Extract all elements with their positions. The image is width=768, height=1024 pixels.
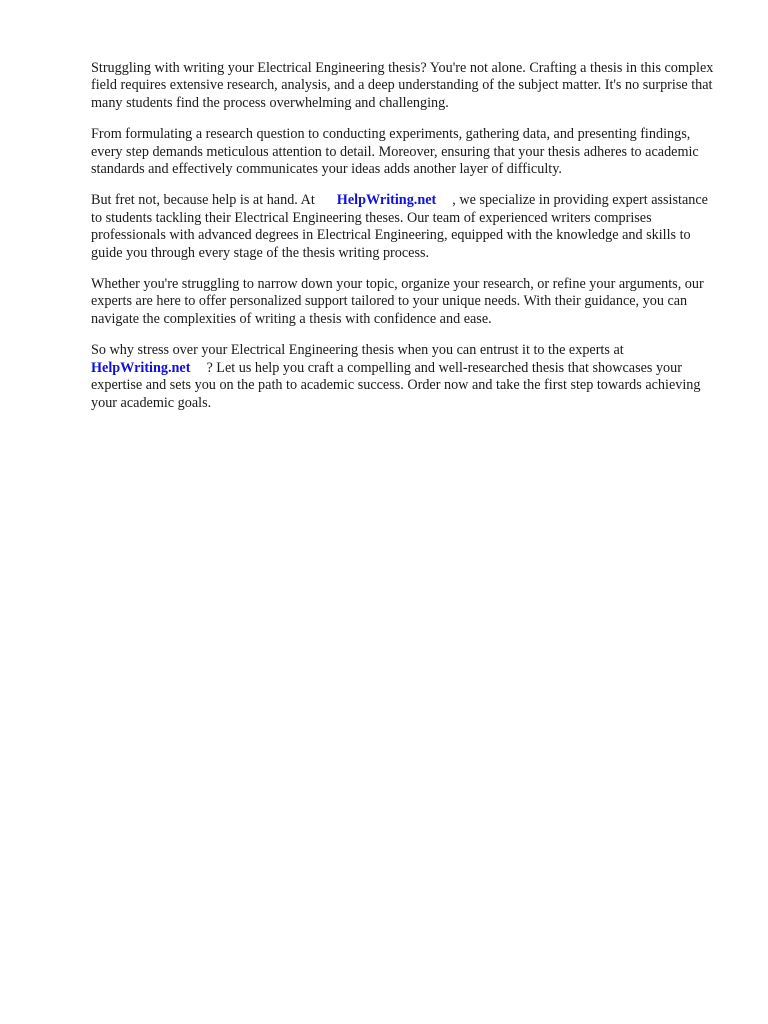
paragraph-closing xyxy=(91,342,721,412)
paragraph-intro: Struggling with writing your Electrical Engineering thesis? You're not alone. Crafting a thesis in this complex field requires extensive research, analysis, and a deep understanding of the subject matter. It's no surprise that many students find the process overwhelming and challenging. xyxy=(91,60,714,111)
paragraph-help-after: , we specialize in providing expert assistance to students tackling their Electrical Engineering theses. Our team of experienced writers comprises professionals with advanced degrees in Electrical Engineering, equipped with the knowledge and skills to guide you through every stage of the thesis writing process. xyxy=(91,192,708,261)
helpwriting-link-closing[interactable]: HelpWriting.net xyxy=(91,359,191,376)
paragraph-help xyxy=(91,192,721,262)
paragraph-closing-before: So why stress over your Electrical Engineering thesis when you can entrust it to the experts at xyxy=(91,342,624,359)
document-body xyxy=(91,60,721,426)
paragraph-closing-after: ? Let us help you craft a compelling and well-researched thesis that showcases your expertise and sets you on the path to academic success. Order now and take the first step towards achieving your academic goals. xyxy=(91,359,701,411)
paragraph-support: Whether you're struggling to narrow down your topic, organize your research, or refine your arguments, our experts are here to offer personalized support tailored to your unique needs. With their guidance, you can navigate the complexities of writing a thesis with confidence and ease. xyxy=(91,276,704,327)
paragraph-help-before: But fret not, because help is at hand. At xyxy=(91,192,315,209)
helpwriting-link[interactable]: HelpWriting.net xyxy=(336,192,437,209)
paragraph-challenges: From formulating a research question to conducting experiments, gathering data, and presenting findings, every step demands meticulous attention to detail. Moreover, ensuring that your thesis adheres to academic standards and effectively communicates your ideas adds another layer of difficulty. xyxy=(91,126,699,178)
